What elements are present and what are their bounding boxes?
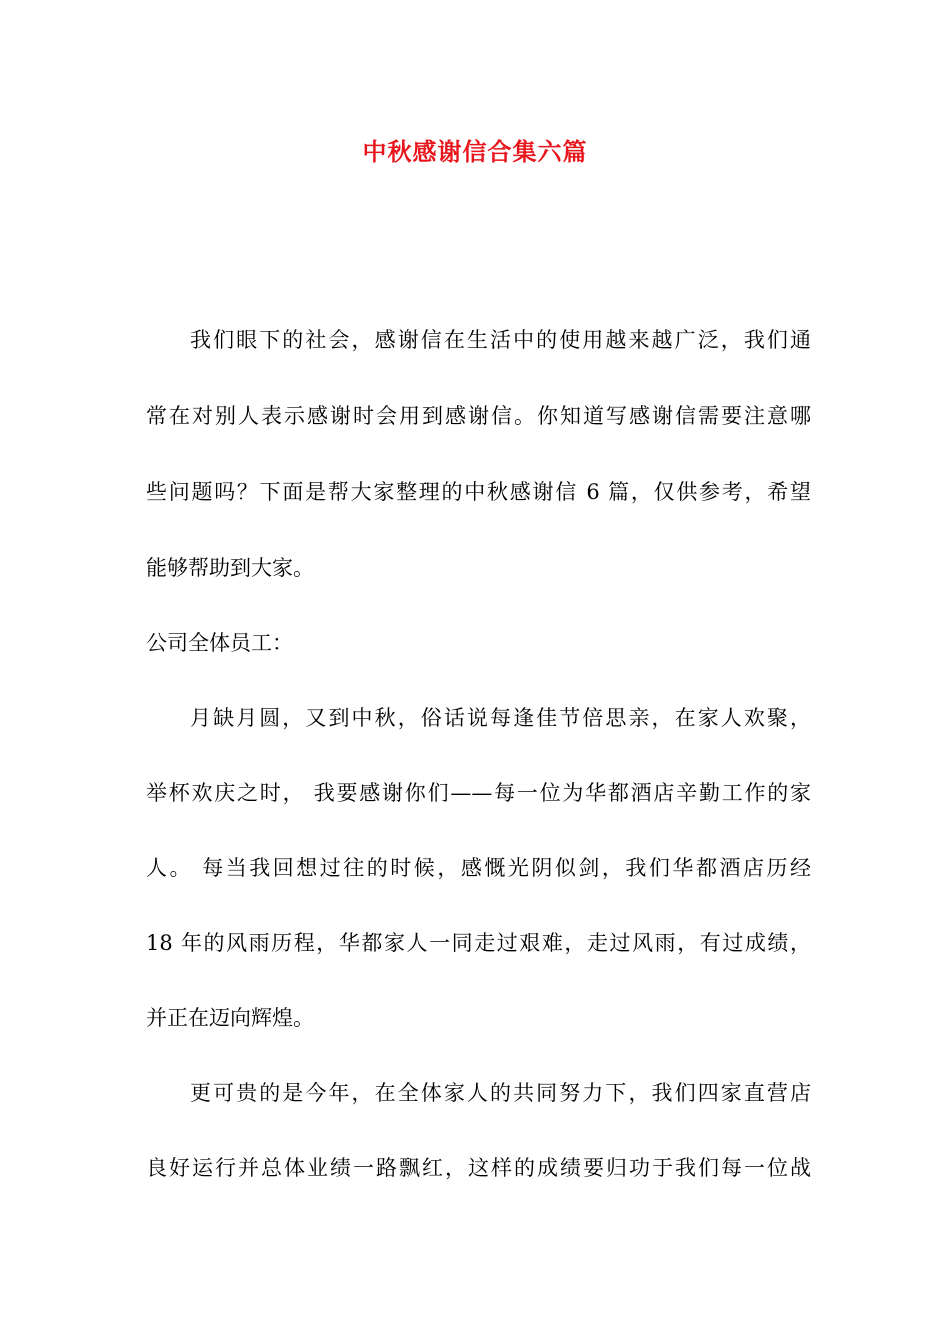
- paragraph-line: 些问题吗？下面是帮大家整理的中秋感谢信 6 篇，仅供参考，希望: [146, 480, 811, 504]
- paragraph-line: 我们眼下的社会，感谢信在生活中的使用越来越广泛，我们通: [190, 328, 811, 352]
- salutation-line: 公司全体员工：: [146, 631, 293, 655]
- document-title: 中秋感谢信合集六篇: [362, 137, 588, 166]
- paragraph-line: 月缺月圆，又到中秋，俗话说每逢佳节倍思亲，在家人欢聚，: [190, 706, 811, 730]
- paragraph-line: 并正在迈向辉煌。: [146, 1006, 314, 1030]
- paragraph-line: 人。 每当我回想过往的时候，感慨光阴似剑，我们华都酒店历经: [146, 856, 811, 880]
- paragraph-line: 常在对别人表示感谢时会用到感谢信。你知道写感谢信需要注意哪: [146, 404, 811, 428]
- paragraph-line: 举杯欢庆之时， 我要感谢你们——每一位为华都酒店辛勤工作的家: [146, 781, 811, 805]
- paragraph-line: 良好运行并总体业绩一路飘红，这样的成绩要归功于我们每一位战: [146, 1156, 811, 1180]
- paragraph-line: 18 年的风雨历程，华都家人一同走过艰难，走过风雨，有过成绩，: [146, 931, 811, 955]
- paragraph-line: 能够帮助到大家。: [146, 556, 314, 580]
- paragraph-line: 更可贵的是今年，在全体家人的共同努力下，我们四家直营店: [190, 1081, 811, 1105]
